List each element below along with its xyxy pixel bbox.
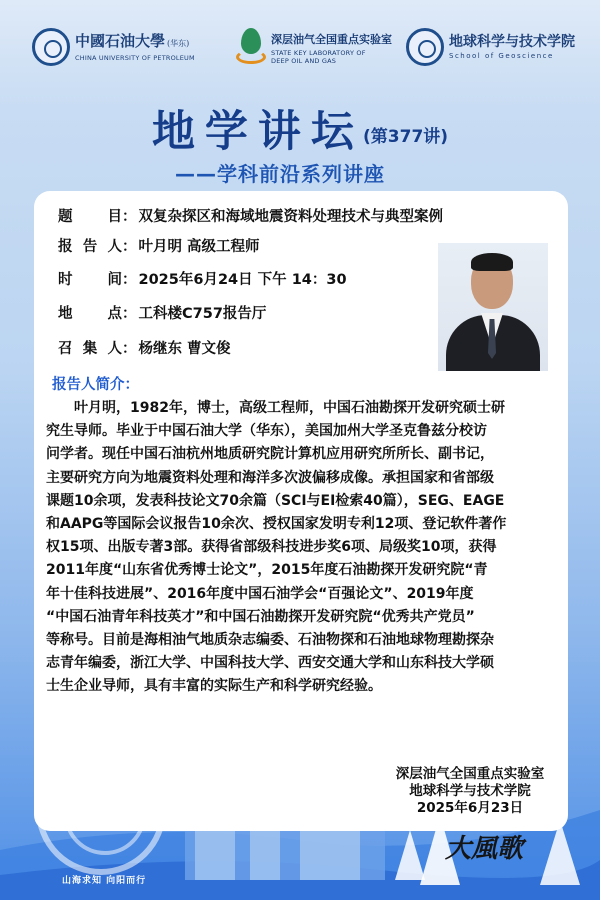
bio-line: 权15项、出版专著3部。获得省部级科技进步奖6项、局级奖10项，获得: [46, 539, 497, 556]
calligraphy-logo: 大風歌: [445, 834, 524, 864]
bio-text: [46, 397, 566, 699]
signature-date: 2025年6月23日: [416, 800, 524, 816]
oil-drop-icon: [236, 28, 266, 68]
bio-line: 问学者。现任中国石油杭州地质研究院计算机应用研究所所长、副书记，: [46, 446, 494, 463]
school-emblem-icon: [406, 28, 444, 66]
lecture-number: (第377讲): [363, 127, 449, 147]
signature-school: 地球科学与技术学院: [409, 783, 531, 799]
info-value: 双复杂探区和海域地震资料处理技术与典型案例: [138, 209, 443, 225]
school-name-en: School of Geoscience: [449, 52, 554, 60]
page-subtitle: ——学科前沿系列讲座: [175, 162, 385, 186]
info-host: 召集人： 杨继东 曹文俊: [58, 337, 231, 358]
bio-line: 等称号。目前是海相油气地质杂志编委、石油物探和石油地球物理勘探杂: [46, 632, 494, 649]
info-speaker: 报告人： 叶月明 高级工程师: [58, 235, 260, 256]
info-label: 地 点: [58, 306, 122, 322]
signature-block: [380, 766, 560, 817]
university-name-zh: 中國石油大學: [75, 31, 166, 50]
bio-line: 主要研究方向为地震资料处理和海洋多次波偏移成像。承担国家和省部级: [46, 469, 494, 486]
info-label: 报告人: [58, 239, 122, 255]
title-block: [0, 98, 600, 159]
bio-line: 2011年度“山东省优秀博士论文”，2015年度石油勘探开发研究院“青: [46, 562, 488, 579]
bio-line: 士生企业导师，具有丰富的实际生产和科学研究经验。: [46, 678, 382, 695]
info-time: 时 间： 2025年6月24日 下午 14：30: [58, 268, 347, 289]
university-tag: (华东): [167, 38, 190, 48]
lab-name-zh: 深层油气全国重点实验室: [271, 33, 392, 46]
info-value: 杨继东 曹文俊: [138, 341, 231, 357]
bio-line: 年十佳科技进展”、2016年度中国石油学会“百强论文”、2019年度: [46, 585, 474, 602]
info-location: 地 点： 工科楼C757报告厅: [58, 302, 266, 323]
page-title: 地学讲坛: [151, 107, 364, 157]
lab-name-en-2: DEEP OIL AND GAS: [271, 57, 337, 65]
info-value: 2025年6月24日 下午 14：30: [138, 272, 347, 288]
slogan-text: 山海求知 向阳而行: [62, 876, 147, 886]
info-label: 召集人: [58, 341, 122, 357]
info-label: 题 目: [58, 209, 122, 225]
info-label: 时 间: [58, 272, 122, 288]
bio-line: 志青年编委，浙江大学、中国科技大学、西安交通大学和山东科技大学硕: [46, 655, 494, 672]
university-logo: [32, 28, 195, 66]
info-topic: 题 目： 双复杂探区和海域地震资料处理技术与典型案例: [58, 205, 443, 226]
info-value: 叶月明 高级工程师: [138, 239, 260, 255]
speaker-photo: [438, 243, 548, 371]
university-name-en: CHINA UNIVERSITY OF PETROLEUM: [75, 53, 195, 62]
bio-line: 究生导师。毕业于中国石油大学（华东），美国加州大学圣克鲁兹分校访: [46, 423, 487, 440]
bio-line: 和AAPG等国际会议报告10余次、授权国家发明专利12项、登记软件著作: [46, 516, 507, 533]
bio-heading: 报告人简介：: [52, 377, 139, 393]
bio-line: 课题10余项，发表科技论文70余篇（SCI与EI检索40篇），SEG、EAGE: [46, 492, 505, 509]
info-value: 工科楼C757报告厅: [138, 306, 267, 322]
bio-line: 叶月明，1982年，博士，高级工程师，中国石油勘探开发研究硕士研: [46, 400, 505, 416]
school-name-zh: 地球科学与技术学院: [449, 34, 575, 50]
header-logos: [0, 28, 600, 88]
lab-name-en-1: STATE KEY LABORATORY OF: [271, 49, 366, 57]
signature-lab: 深层油气全国重点实验室: [395, 766, 545, 782]
university-emblem-icon: [32, 28, 70, 66]
school-logo: [406, 28, 575, 66]
bio-line: “中国石油青年科技英才”和中国石油勘探开发研究院“优秀共产党员”: [46, 608, 475, 625]
lab-logo: [236, 28, 392, 68]
